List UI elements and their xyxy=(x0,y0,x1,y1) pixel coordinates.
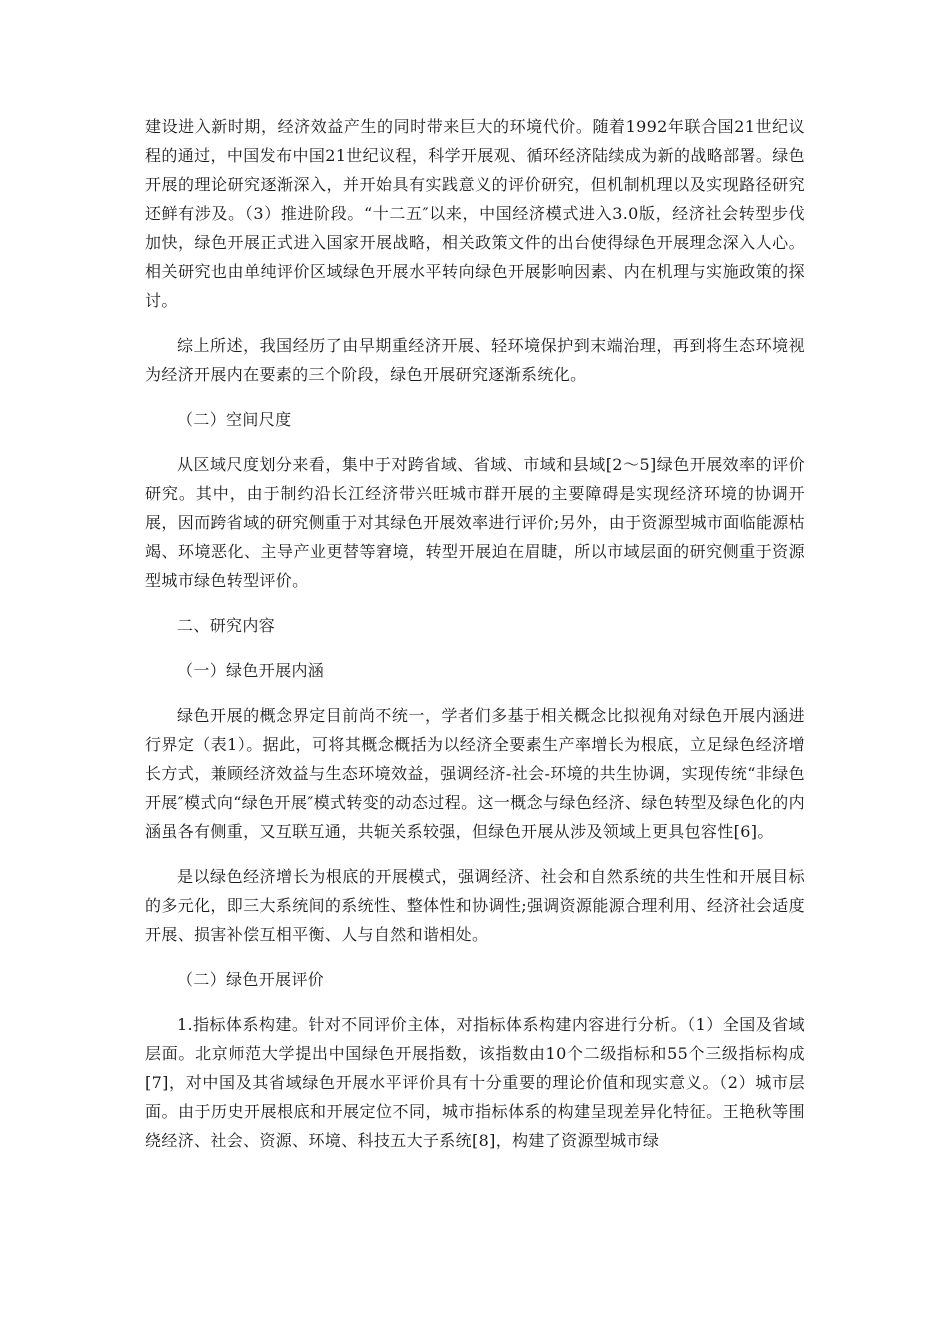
paragraph-green-connotation: 绿色开展的概念界定目前尚不统一，学者们多基于相关概念比拟视角对绿色开展内涵进行界定（表1）。据此，可将其概念概括为以经济全要素生产率增长为根底，立足绿色经济增长方式，兼顾经济效益与生态环境效益，强调经济-社会-环境的共生协调，实现传统“非绿色开展″模式向“绿色开展″模式转变的动态过程。这一概念与绿色经济、绿色转型及绿色化的内涵虽各有侧重，又互联互通，共轭关系较强，但绿色开展从涉及领域上更具包容性[6]。 xyxy=(145,706,805,841)
heading-green-connotation: （一）绿色开展内涵 xyxy=(177,661,325,680)
paragraph-green-model: 是以绿色经济增长为根底的开展模式，强调经济、社会和自然系统的共生性和开展目标的多元化，即三大系统间的系统性、整体性和协调性;强调资源能源合理利用、经济社会适度开展、损害补偿互相平衡、人与自然和谐相处。 xyxy=(145,867,805,944)
paragraph-development-stages: 建设进入新时期，经济效益产生的同时带来巨大的环境代价。随着1992年联合国21世纪议程的通过，中国发布中国21世纪议程，科学开展观、循环经济陆续成为新的战略部署。绿色开展的理论研究逐渐深入，并开始具有实践意义的评价研究，但机制机理以及实现路径研究还鲜有涉及。（3）推进阶段。“十二五″以来，中国经济模式进入3.0版，经济社会转型步伐加快，绿色开展正式进入国家开展战略，相关政策文件的出台使得绿色开展理念深入人心。相关研究也由单纯评价区域绿色开展水平转向绿色开展影响因素、内在机理与实施政策的探讨。 xyxy=(145,117,805,310)
paragraph-summary: 综上所述，我国经历了由早期重经济开展、轻环境保护到末端治理，再到将生态环境视为经济开展内在要素的三个阶段，绿色开展研究逐渐系统化。 xyxy=(145,336,805,384)
paragraph-indicator-system: 1.指标体系构建。针对不同评价主体，对指标体系构建内容进行分析。（1）全国及省域层面。北京师范大学提出中国绿色开展指数，该指数由10个二级指标和55个三级指标构成[7]，对中国及其省域绿色开展水平评价具有十分重要的理论价值和现实意义。（2）城市层面。由于历史开展根底和开展定位不同，城市指标体系的构建呈现差异化特征。王艳秋等围绕经济、社会、资源、环境、科技五大子系统[8]，构建了资源型城市绿 xyxy=(145,1015,805,1150)
document-page xyxy=(145,112,805,1171)
paragraph-spatial-scale: 从区域尺度划分来看，集中于对跨省域、省域、市域和县域[2～5]绿色开展效率的评价研究。其中，由于制约沿长江经济带兴旺城市群开展的主要障碍是实现经济环境的协调开展，因而跨省域的研究侧重于对其绿色开展效率进行评价;另外，由于资源型城市面临能源枯竭、环境恶化、主导产业更替等窘境，转型开展迫在眉睫，所以市域层面的研究侧重于资源型城市绿色转型评价。 xyxy=(145,455,805,590)
heading-research-content: 二、研究内容 xyxy=(177,616,276,635)
heading-green-evaluation: （二）绿色开展评价 xyxy=(177,970,325,989)
heading-spatial-scale: （二）空间尺度 xyxy=(177,410,292,429)
